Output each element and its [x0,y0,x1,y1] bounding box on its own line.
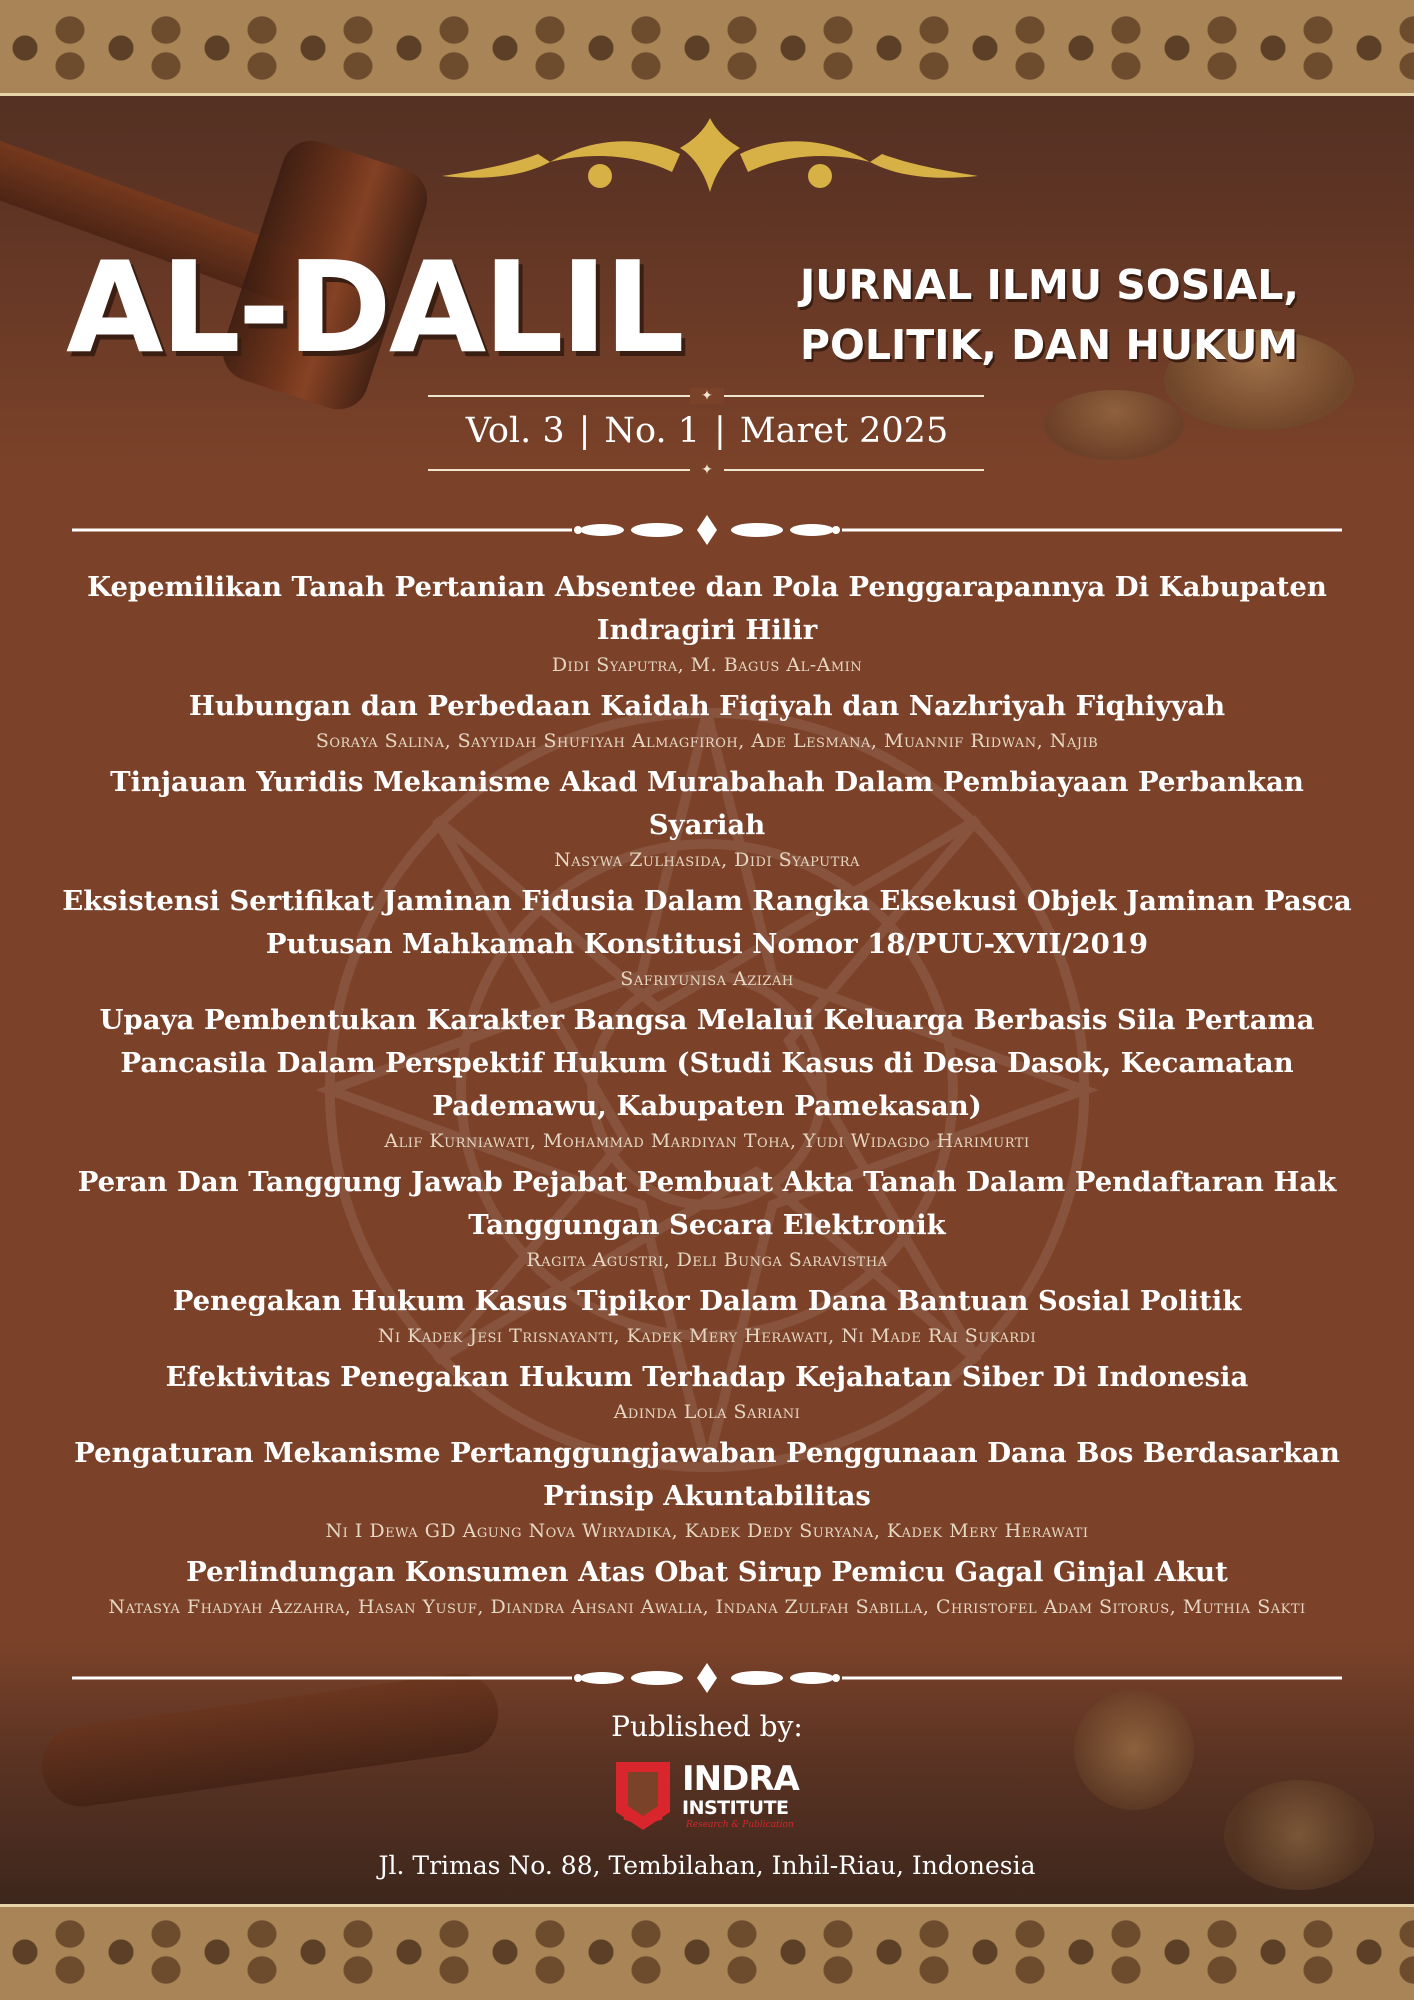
article-title: Penegakan Hukum Kasus Tipikor Dalam Dana Bantuan Sosial Politik [172,1285,1242,1317]
article-authors: Ragita Agustri, Deli Bunga Saravistha [526,1249,888,1271]
article-entry [60,1356,1354,1425]
publisher-address: Jl. Trimas No. 88, Tembilahan, Inhil-Riau, Indonesia [378,1851,1036,1880]
journal-title: AL-DALIL [66,234,682,381]
article-title: Pengaturan Mekanisme Pertanggungjawaban Penggunaan Dana Bos Berdasarkan Prinsip Akuntabilitas [74,1437,1340,1512]
article-entry [60,685,1354,754]
article-authors: Ni I Dewa GD Agung Nova Wiryadika, Kadek Dedy Suryana, Kadek Mery Herawati [325,1520,1089,1542]
article-title: Kepemilikan Tanah Pertanian Absentee dan Pola Penggarapannya Di Kabupaten Indragiri Hilir [87,571,1327,646]
article-entry [60,999,1354,1154]
gold-crest-ornament-icon [440,114,980,204]
article-authors: Alif Kurniawati, Mohammad Mardiyan Toha, Yudi Widagdo Harimurti [384,1130,1030,1152]
indra-logo-icon [614,1760,672,1832]
article-title: Tinjauan Yuridis Mekanisme Akad Murabahah Dalam Pembiayaan Perbankan Syariah [110,766,1304,841]
article-title: Hubungan dan Perbedaan Kaidah Fiqiyah dan Nazhriyah Fiqhiyyah [188,690,1226,722]
publisher-name: INDRA [682,1759,799,1799]
publisher-name-sub: INSTITUTE [682,1797,789,1819]
article-authors: Safriyunisa Azizah [620,968,794,990]
publisher-logo [612,1756,812,1840]
volume: Vol. 3 [465,411,565,451]
top-ornamental-border [0,0,1414,96]
article-authors: Soraya Salina, Sayyidah Shufiyah Almagfiroh, Ade Lesmana, Muannif Ridwan, Najib [315,730,1099,752]
table-of-contents [60,566,1354,1627]
article-title: Efektivitas Penegakan Hukum Terhadap Kejahatan Siber Di Indonesia [165,1361,1249,1393]
article-entry [60,566,1354,678]
article-entry [60,1551,1354,1620]
article-entry [60,880,1354,992]
article-entry [60,761,1354,873]
article-entry [60,1161,1354,1273]
article-authors: Didi Syaputra, M. Bagus Al-Amin [551,654,863,676]
published-by-label: Published by: [611,1710,803,1743]
journal-subtitle-line: JURNAL ILMU SOSIAL, [800,261,1299,309]
journal-subtitle [800,255,1360,375]
article-entry [60,1280,1354,1349]
separator: | [578,411,591,451]
ornamental-divider-icon [72,515,1342,545]
separator: | [714,411,726,451]
article-authors: Adinda Lola Sariani [613,1401,801,1423]
ornamental-divider-icon [72,1663,1342,1693]
article-authors: Nasywa Zulhasida, Didi Syaputra [554,849,860,871]
article-authors: Ni Kadek Jesi Trisnayanti, Kadek Mery Herawati, Ni Made Rai Sukardi [377,1325,1037,1347]
article-authors: Natasya Fhadyah Azzahra, Hasan Yusuf, Diandra Ahsani Awalia, Indana Zulfah Sabilla, Christofel Adam Sitorus, Muthia Sakti [108,1596,1306,1618]
article-entry [60,1432,1354,1544]
article-title: Upaya Pembentukan Karakter Bangsa Melalui Keluarga Berbasis Sila Pertama Pancasila Dalam Perspektif Hukum (Studi Kasus di Desa Dasok, Kecamatan Pademawu, Kabupaten Pamekasan) [99,1004,1315,1122]
publisher-tagline: Research & Publication [686,1820,794,1830]
article-title: Peran Dan Tanggung Jawab Pejabat Pembuat Akta Tanah Dalam Pendaftaran Hak Tanggungan Secara Elektronik [77,1166,1337,1241]
article-title: Eksistensi Sertifikat Jaminan Fidusia Dalam Rangka Eksekusi Objek Jaminan Pasca Putusan Mahkamah Konstitusi Nomor 18/PUU-XVII/2019 [62,885,1352,960]
issue-date: Maret 2025 [739,411,949,451]
bottom-ornamental-border [0,1904,1414,2000]
rule-ornament-icon: ✦ [690,462,724,478]
rule-ornament-icon: ✦ [690,388,724,404]
issue-number: No. 1 [604,411,701,451]
journal-subtitle-line: POLITIK, DAN HUKUM [800,321,1299,369]
article-title: Perlindungan Konsumen Atas Obat Sirup Pemicu Gagal Ginjal Akut [186,1556,1228,1588]
issue-info [0,408,1414,454]
